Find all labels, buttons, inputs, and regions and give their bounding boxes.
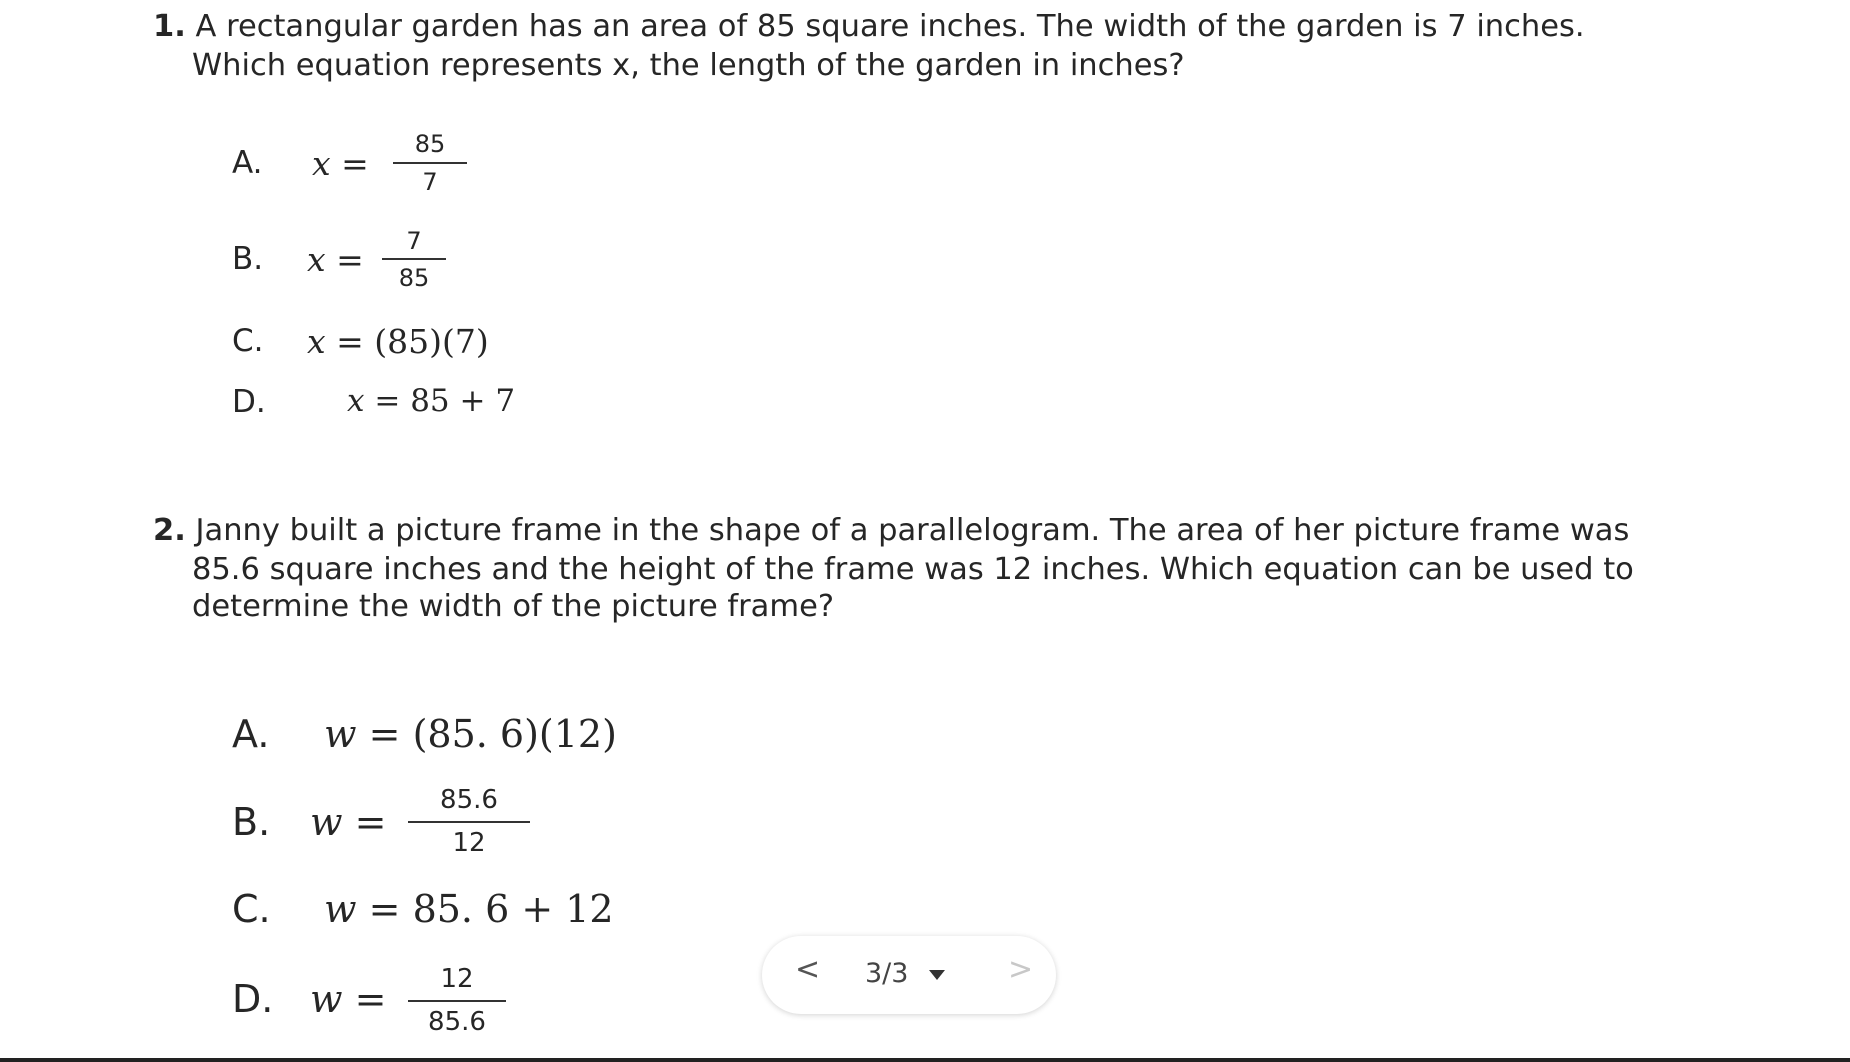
caret-down-icon[interactable] xyxy=(929,970,945,980)
question-1-choice-b-lhs[interactable]: x = xyxy=(307,240,364,279)
question-1-number: 1. xyxy=(153,9,186,44)
page-navigator xyxy=(762,936,1056,1014)
question-2-text-line-2: 85.6 square inches and the height of the frame was 12 inches. Which equation can be used to xyxy=(192,552,1634,587)
question-2-text-line-3: determine the width of the picture frame? xyxy=(192,589,835,624)
question-2-choice-c-letter[interactable]: C. xyxy=(232,887,271,931)
question-2-choice-a-letter[interactable]: A. xyxy=(232,712,270,756)
question-1-choice-b-letter[interactable]: B. xyxy=(232,241,264,277)
question-2-choice-d-lhs[interactable]: w = xyxy=(310,977,387,1021)
question-1-choice-c-letter[interactable]: C. xyxy=(232,323,264,359)
chevron-right-icon[interactable]: > xyxy=(1008,952,1034,987)
question-2-choice-d-letter[interactable]: D. xyxy=(232,977,274,1021)
question-1-text-line-2: Which equation represents x, the length of the garden in inches? xyxy=(192,48,1185,83)
question-1-line-1 xyxy=(153,7,1585,46)
question-1-choice-a-letter[interactable]: A. xyxy=(232,145,263,181)
question-2-choice-b-fraction[interactable]: 85.6 12 xyxy=(408,785,530,865)
question-1-choice-d-equation[interactable]: x = 85 + 7 xyxy=(347,383,516,419)
question-1-choice-a-lhs[interactable]: x = xyxy=(312,144,369,183)
question-2-number: 2. xyxy=(153,513,186,548)
question-2-choice-c-equation[interactable]: w = 85. 6 + 12 xyxy=(324,887,614,931)
question-1-text-line-1: A rectangular garden has an area of 85 square inches. The width of the garden is 7 inches. xyxy=(195,9,1585,44)
question-2-choice-a-equation[interactable]: w = (85. 6)(12) xyxy=(324,712,617,756)
question-2-text-line-1: Janny built a picture frame in the shape of a parallelogram. The area of her picture frame was xyxy=(195,513,1630,548)
question-1-choice-d-letter[interactable]: D. xyxy=(232,384,266,420)
question-2-choice-d-fraction[interactable]: 12 85.6 xyxy=(408,964,506,1044)
question-1-choice-b-fraction[interactable]: 7 85 xyxy=(382,227,446,297)
question-1-choice-a-fraction[interactable]: 85 7 xyxy=(393,130,467,200)
bottom-divider xyxy=(0,1058,1850,1062)
question-2-line-1 xyxy=(153,511,1629,550)
question-1-choice-c-equation[interactable]: x = (85)(7) xyxy=(307,322,489,361)
question-2-choice-b-lhs[interactable]: w = xyxy=(310,800,387,844)
chevron-left-icon[interactable]: < xyxy=(795,952,821,987)
page-indicator[interactable]: 3/3 xyxy=(865,958,909,989)
question-2-choice-b-letter[interactable]: B. xyxy=(232,800,271,844)
